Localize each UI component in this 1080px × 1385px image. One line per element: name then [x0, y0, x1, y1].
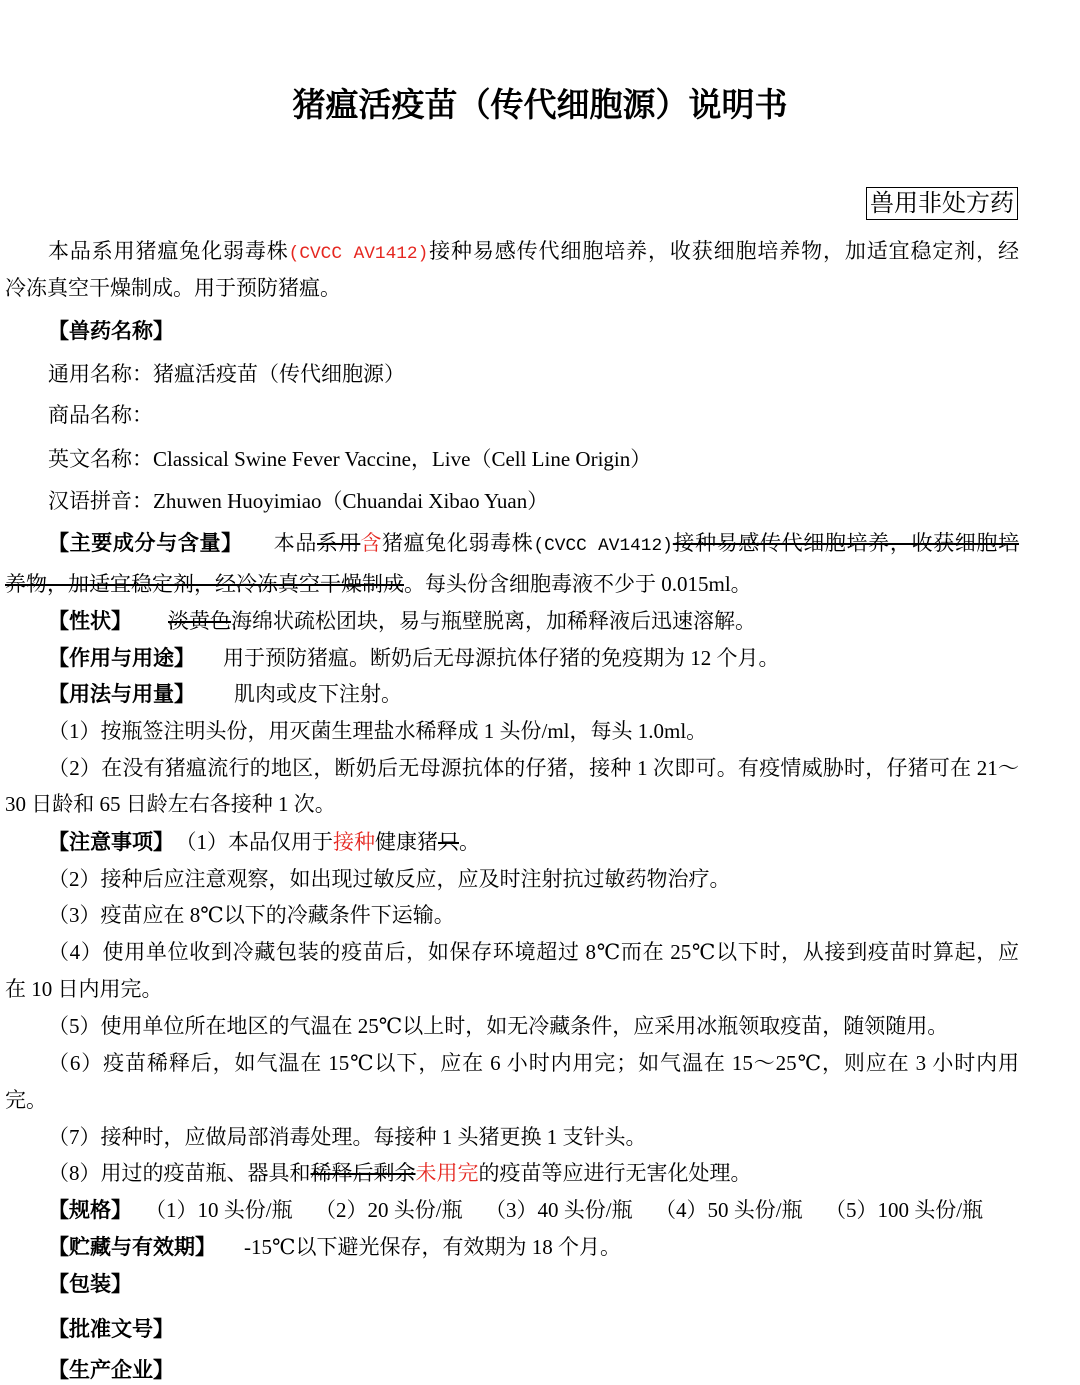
dosage-line	[5, 679, 1019, 709]
precaution-item-5: （5）使用单位所在地区的气温在 25℃以上时，如无冷藏条件，应采用冰瓶领取疫苗，随领随用。	[48, 1014, 949, 1038]
composition-text: 猪瘟兔化弱毒株	[381, 531, 534, 555]
precaution-item-8	[5, 1158, 1019, 1188]
precaution-item-4-line-2: 在 10 日内用完。	[5, 977, 163, 1001]
manufacturer-heading: 【生产企业】	[48, 1358, 174, 1382]
otc-category-badge: 兽用非处方药	[866, 187, 1018, 220]
spec-item: （1）10 头份/瓶	[145, 1198, 293, 1222]
precautions-heading: 【注意事项】	[48, 830, 174, 854]
precaution-item-6-line-1: （6）疫苗稀释后，如气温在 15℃以下，应在 6 小时内用完；如气温在 15～25℃，则应在 3 小时内用	[48, 1051, 1019, 1075]
appearance-line	[5, 606, 1019, 636]
dosage-item-2-line-2: 30 日龄和 65 日龄左右各接种 1 次。	[5, 792, 336, 816]
document-title: 猪瘟活疫苗（传代细胞源）说明书	[292, 85, 788, 124]
composition-text: 。每头份含细胞毒液不少于 0.015ml。	[404, 572, 752, 596]
deleted-text: 稀释后剩余	[310, 1161, 416, 1185]
precaution-text: （1）本品仅用于	[186, 830, 333, 854]
inserted-text: 含	[360, 531, 382, 555]
deleted-text: 只	[438, 830, 459, 854]
precautions-line	[5, 827, 1019, 857]
composition-heading: 【主要成分与含量】	[48, 531, 243, 555]
precaution-item-7: （7）接种时，应做局部消毒处理。每接种 1 头猪更换 1 支针头。	[48, 1125, 647, 1149]
specifications-heading: 【规格】	[48, 1198, 132, 1222]
names-heading: 【兽药名称】	[48, 319, 174, 343]
intro-line-2: 冷冻真空干燥制成。用于预防猪瘟。	[5, 276, 341, 300]
intro-text: 本品系用猪瘟兔化弱毒株	[48, 239, 289, 263]
precaution-text: （8）用过的疫苗瓶、器具和	[48, 1161, 311, 1185]
precaution-item-6-line-2: 完。	[5, 1088, 47, 1112]
precaution-text: 。	[459, 830, 480, 854]
inserted-text: 接种	[333, 830, 375, 854]
dosage-heading: 【用法与用量】	[48, 682, 195, 706]
spec-item: （3）40 头份/瓶	[485, 1198, 633, 1222]
storage-line	[5, 1232, 1019, 1262]
deleted-text: 系用	[317, 531, 361, 555]
intro-line-1	[5, 236, 1019, 266]
spec-item: （2）20 头份/瓶	[315, 1198, 463, 1222]
packaging-heading: 【包装】	[48, 1272, 132, 1296]
precaution-item-2: （2）接种后应注意观察，如出现过敏反应，应及时注射抗过敏药物治疗。	[48, 867, 731, 891]
appearance-text: 海绵状疏松团块，易与瓶壁脱离，加稀释液后迅速溶解。	[231, 609, 756, 633]
storage-heading: 【贮藏与有效期】	[48, 1235, 216, 1259]
indications-heading: 【作用与用途】	[48, 646, 195, 670]
precaution-text: 的疫苗等应进行无害化处理。	[478, 1161, 752, 1185]
indications-text: 用于预防猪瘟。断奶后无母源抗体仔猪的免疫期为 12 个月。	[223, 646, 780, 670]
dosage-item-2-line-1: （2）在没有猪瘟流行的地区，断奶后无母源抗体的仔猪，接种 1 次即可。有疫情威胁时，仔猪可在 21～	[48, 756, 1019, 780]
english-name: 英文名称：Classical Swine Fever Vaccine，Live（Cell Line Origin）	[48, 447, 652, 471]
generic-name: 通用名称：猪瘟活疫苗（传代细胞源）	[48, 362, 405, 386]
intro-strain-code: (CVCC AV1412)	[288, 244, 429, 264]
composition-line-2	[5, 569, 1019, 599]
spec-item: （4）50 头份/瓶	[655, 1198, 803, 1222]
specifications-line	[5, 1195, 1019, 1225]
spec-item: （5）100 头份/瓶	[825, 1198, 984, 1222]
dosage-item-1: （1）按瓶签注明头份，用灭菌生理盐水稀释成 1 头份/ml，每头 1.0ml。	[48, 719, 708, 743]
indications-line	[5, 643, 1019, 673]
spec-list	[145, 1198, 995, 1222]
composition-strain-code: (CVCC AV1412)	[533, 536, 673, 556]
intro-text: 接种易感传代细胞培养，收获细胞培养物，加适宜稳定剂，经	[428, 239, 1020, 263]
inserted-text: 未用完	[415, 1161, 479, 1185]
approval-number-heading: 【批准文号】	[48, 1317, 174, 1341]
deleted-text: 养物，加适宜稳定剂，经冷冻真空干燥制成	[5, 572, 404, 596]
precaution-item-3: （3）疫苗应在 8℃以下的冷藏条件下运输。	[48, 903, 455, 927]
storage-text: -15℃以下避光保存，有效期为 18 个月。	[244, 1235, 621, 1259]
dosage-text: 肌肉或皮下注射。	[234, 682, 402, 706]
appearance-heading: 【性状】	[48, 609, 132, 633]
trade-name: 商品名称：	[48, 403, 153, 427]
composition-text: 本品	[273, 531, 318, 555]
pinyin-name: 汉语拼音：Zhuwen Huoyimiao（Chuandai Xibao Yuan）	[48, 489, 549, 513]
deleted-text: 淡黄色	[168, 609, 231, 633]
precaution-text: 健康猪	[375, 830, 438, 854]
deleted-text: 接种易感传代细胞培养，收获细胞培	[672, 531, 1020, 555]
precaution-item-4-line-1: （4）使用单位收到冷藏包装的疫苗后，如保存环境超过 8℃而在 25℃以下时，从接到疫苗时算起，应	[48, 940, 1019, 964]
composition-line-1	[5, 528, 1019, 558]
